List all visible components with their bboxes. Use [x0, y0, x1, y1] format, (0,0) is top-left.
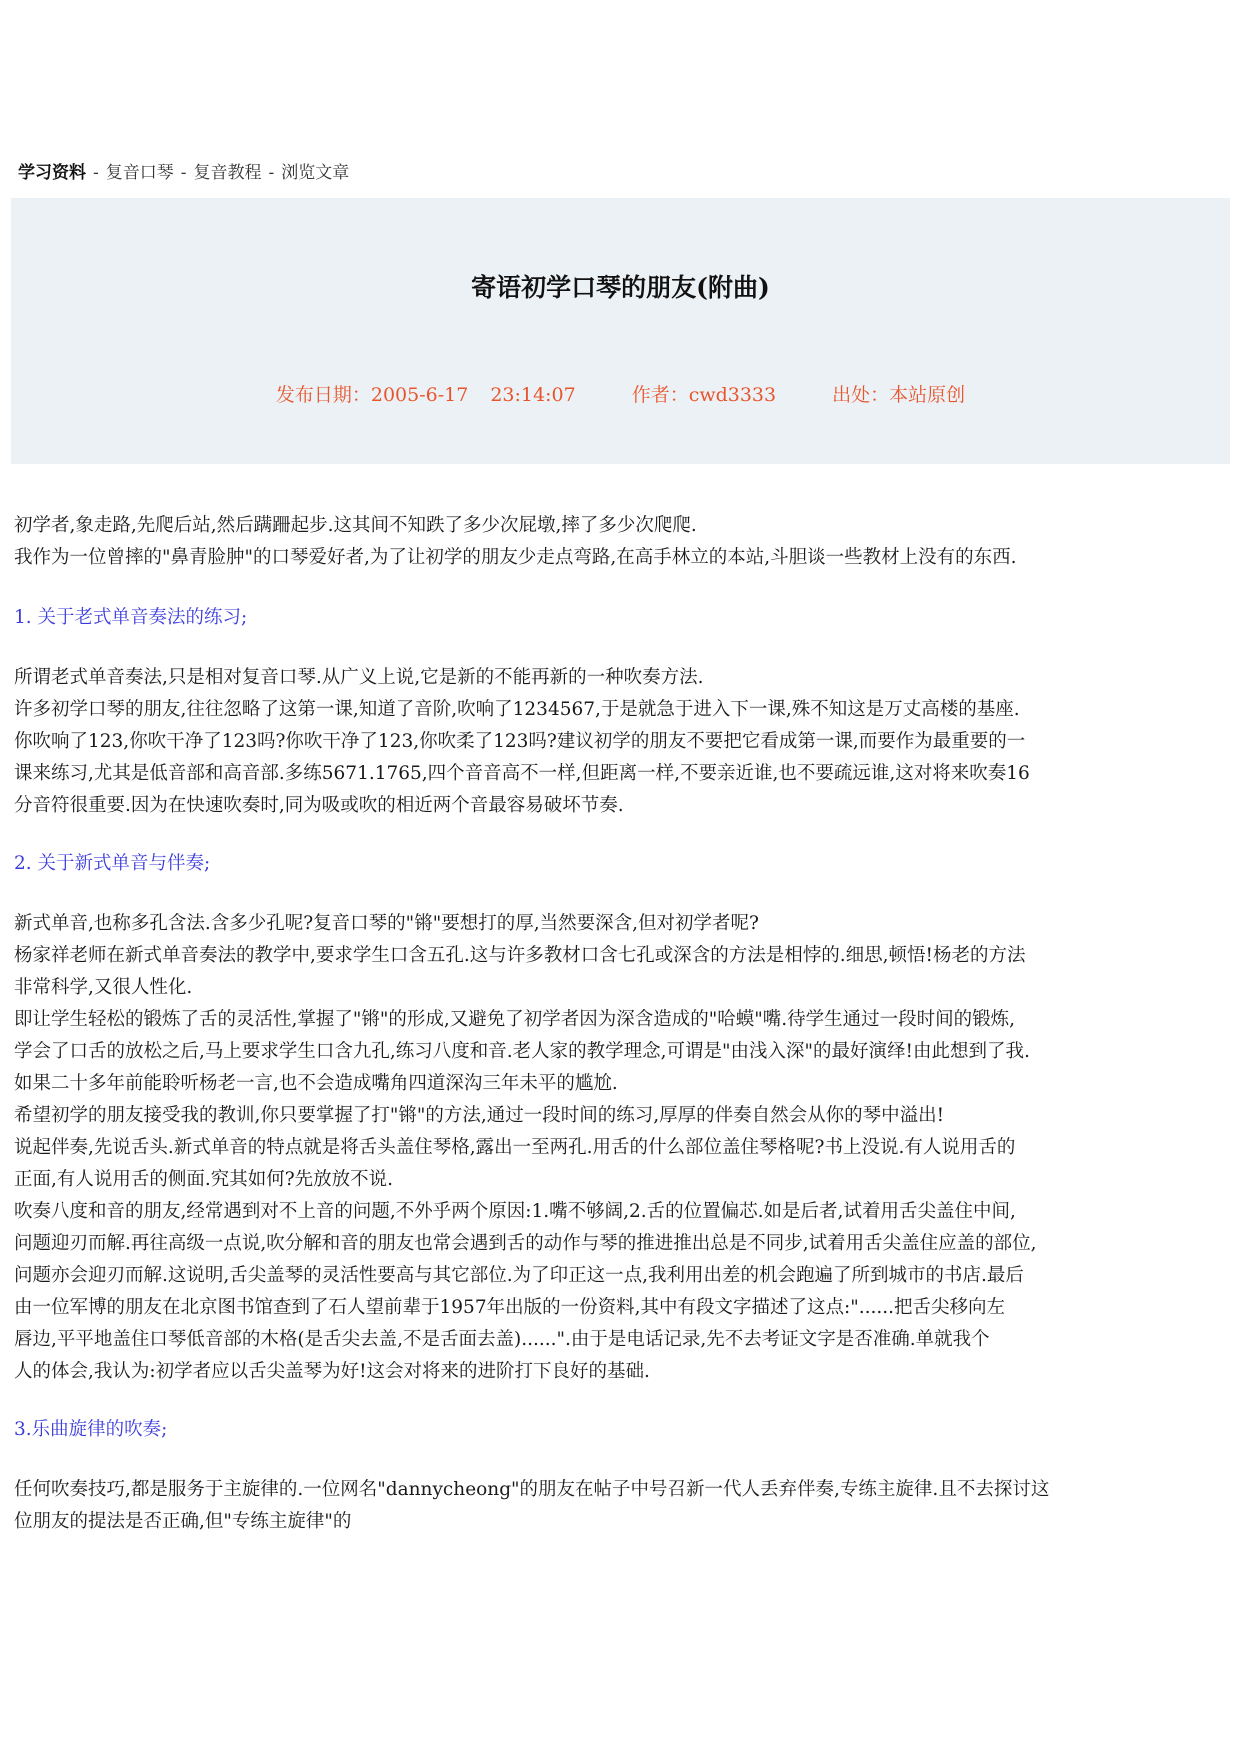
body-line: 非常科学,又很人性化.	[14, 977, 193, 998]
body-line: 所谓老式单音奏法,只是相对复音口琴.从广义上说,它是新的不能再新的一种吹奏方法.	[14, 667, 704, 688]
intro-line: 初学者,象走路,先爬后站,然后蹒跚起步.这其间不知跌了多少次屁墩,摔了多少次爬爬.	[14, 515, 697, 536]
body-line: 吹奏八度和音的朋友,经常遇到对不上音的问题,不外乎两个原因:1.嘴不够阔,2.舌的位置偏芯.如是后者,试着用舌尖盖住中间,	[14, 1201, 1016, 1222]
breadcrumb-separator: -	[268, 163, 275, 183]
body-line: 希望初学的朋友接受我的教训,你只要掌握了打"锵"的方法,通过一段时间的练习,厚厚的伴奏自然会从你的琴中溢出!	[14, 1105, 945, 1126]
intro-line: 我作为一位曾摔的"鼻青脸肿"的口琴爱好者,为了让初学的朋友少走点弯路,在高手林立的本站,斗胆谈一些教材上没有的东西.	[14, 547, 1017, 568]
body-line: 正面,有人说用舌的侧面.究其如何?先放放不说.	[14, 1169, 394, 1190]
article-body	[14, 510, 1232, 1538]
body-line: 新式单音,也称多孔含法.含多少孔呢?复音口琴的"锵"要想打的厚,当然要深含,但对初学者呢?	[14, 913, 759, 934]
article-title: 寄语初学口琴的朋友(附曲)	[471, 273, 770, 302]
body-line: 由一位军博的朋友在北京图书馆查到了石人望前辈于1957年出版的一份资料,其中有段文字描述了这点:"......把舌尖移向左	[14, 1297, 1005, 1318]
body-line: 问题亦会迎刃而解.这说明,舌尖盖琴的灵活性要高与其它部位.为了印正这一点,我利用出差的机会跑遍了所到城市的书店.最后	[14, 1265, 1024, 1286]
breadcrumb-root[interactable]: 学习资料	[18, 163, 86, 183]
publish-date: 发布日期：2005-6-17	[275, 384, 469, 406]
section-heading: 1. 关于老式单音奏法的练习;	[14, 607, 248, 628]
breadcrumb	[18, 162, 349, 184]
body-line: 问题迎刃而解.再往高级一点说,吹分解和音的朋友也常会遇到舌的动作与琴的推进推出总是不同步,试着用舌尖盖住应盖的部位,	[14, 1233, 1037, 1254]
breadcrumb-item-current: 浏览文章	[281, 163, 350, 183]
body-line: 位朋友的提法是否正确,但"专练主旋律"的	[14, 1511, 352, 1532]
body-line: 人的体会,我认为:初学者应以舌尖盖琴为好!这会对将来的进阶打下良好的基础.	[14, 1361, 650, 1382]
article-meta	[11, 380, 1230, 407]
body-line: 即让学生轻松的锻炼了舌的灵活性,掌握了"锵"的形成,又避免了初学者因为深含造成的"哈蟆"嘴.待学生通过一段时间的锻炼,	[14, 1009, 1016, 1030]
article-source: 出处：本站原创	[832, 384, 966, 406]
body-line: 如果二十多年前能聆听杨老一言,也不会造成嘴角四道深沟三年未平的尴尬.	[14, 1073, 618, 1094]
body-line: 任何吹奏技巧,都是服务于主旋律的.一位网名"dannycheong"的朋友在帖子中号召新一代人丢弃伴奏,专练主旋律.且不去探讨这	[14, 1479, 1050, 1500]
article-author: 作者：cwd3333	[631, 384, 777, 406]
breadcrumb-separator: -	[180, 163, 187, 183]
body-line: 你吹响了123,你吹干净了123吗?你吹干净了123,你吹柔了123吗?建议初学的朋友不要把它看成第一课,而要作为最重要的一	[14, 731, 1026, 752]
body-line: 杨家祥老师在新式单音奏法的教学中,要求学生口含五孔.这与许多教材口含七孔或深含的方法是相悖的.细思,顿悟!杨老的方法	[14, 945, 1026, 966]
body-line: 分音符很重要.因为在快速吹奏时,同为吸或吹的相近两个音最容易破坏节奏.	[14, 795, 624, 816]
body-line: 说起伴奏,先说舌头.新式单音的特点就是将舌头盖住琴格,露出一至两孔.用舌的什么部位盖住琴格呢?书上没说.有人说用舌的	[14, 1137, 1016, 1158]
breadcrumb-item-tutorial[interactable]: 复音教程	[193, 163, 262, 183]
breadcrumb-separator: -	[93, 163, 99, 183]
publish-time: 23:14:07	[490, 384, 576, 406]
body-line: 学会了口舌的放松之后,马上要求学生口含九孔,练习八度和音.老人家的教学理念,可谓是"由浅入深"的最好演绎!由此想到了我.	[14, 1041, 1030, 1062]
article-header	[11, 198, 1230, 464]
body-line: 课来练习,尤其是低音部和高音部.多练5671.1765,四个音音高不一样,但距离一样,不要亲近谁,也不要疏远谁,这对将来吹奏16	[14, 763, 1030, 784]
section-heading: 3.乐曲旋律的吹奏;	[14, 1419, 168, 1440]
body-line: 许多初学口琴的朋友,往往忽略了这第一课,知道了音阶,吹响了1234567,于是就急于进入下一课,殊不知这是万丈高楼的基座.	[14, 699, 1020, 720]
section-heading: 2. 关于新式单音与伴奏;	[14, 853, 211, 874]
body-line: 唇边,平平地盖住口琴低音部的木格(是舌尖去盖,不是舌面去盖)......".由于是电话记录,先不去考证文字是否准确.单就我个	[14, 1329, 990, 1350]
breadcrumb-item-harmonica[interactable]: 复音口琴	[105, 163, 174, 183]
